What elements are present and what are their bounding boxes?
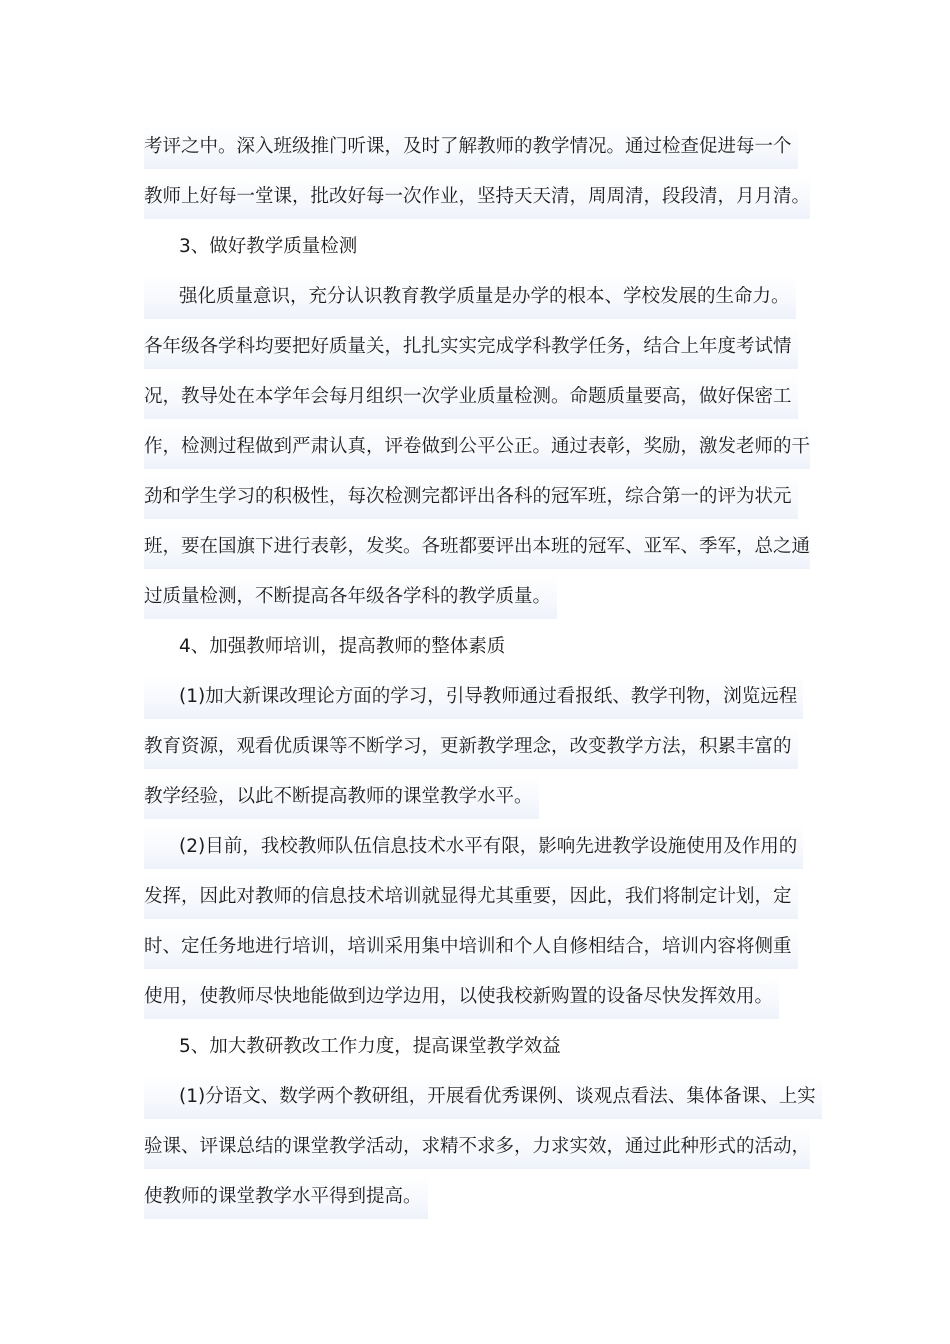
text-line: (1)分语文、数学两个教研组，开展看优秀课例、谈观点看法、集体备课、上实 — [144, 1075, 822, 1119]
text-line: (2)目前，我校教师队伍信息技术水平有限，影响先进教学设施使用及作用的 — [144, 825, 803, 869]
text-line: 发挥，因此对教师的信息技术培训就显得尤其重要，因此，我们将制定计划，定 — [144, 875, 798, 919]
text-line: 使用，使教师尽快地能做到边学边用，以使我校新购置的设备尽快发挥效用。 — [144, 975, 779, 1019]
text-line: 教师上好每一堂课，批改好每一次作业，坚持天天清，周周清，段段清，月月清。 — [144, 175, 810, 219]
text-line: 各年级各学科均要把好质量关，扎扎实实完成学科教学任务，结合上年度考试情 — [144, 325, 798, 369]
text-line: 劲和学生学习的积极性，每次检测完都评出各科的冠军班，综合第一的评为状元 — [144, 475, 798, 519]
text-line: 作，检测过程做到严肃认真，评卷做到公平公正。通过表彰，奖励，激发老师的干 — [144, 425, 810, 469]
text-line: 使教师的课堂教学水平得到提高。 — [144, 1175, 428, 1219]
text-line: 验课、评课总结的课堂教学活动，求精不求多，力求实效，通过此种形式的活动， — [144, 1125, 810, 1169]
text-line: (1)加大新课改理论方面的学习，引导教师通过看报纸、教学刊物，浏览远程 — [144, 675, 803, 719]
document-body — [144, 125, 816, 1225]
section-heading: 4、加强教师培训，提高教师的整体素质 — [144, 625, 511, 669]
text-line: 时、定任务地进行培训，培训采用集中培训和个人自修相结合，培训内容将侧重 — [144, 925, 798, 969]
text-line: 班，要在国旗下进行表彰，发奖。各班都要评出本班的冠军、亚军、季军，总之通 — [144, 525, 810, 569]
section-heading: 3、做好教学质量检测 — [144, 225, 363, 269]
text-line: 教育资源，观看优质课等不断学习，更新教学理念，改变教学方法，积累丰富的 — [144, 725, 798, 769]
text-line: 教学经验，以此不断提高教师的课堂教学水平。 — [144, 775, 539, 819]
section-heading: 5、加大教研教改工作力度，提高课堂教学效益 — [144, 1025, 567, 1069]
text-line: 强化质量意识，充分认识教育教学质量是办学的根本、学校发展的生命力。 — [144, 275, 796, 319]
text-line: 考评之中。深入班级推门听课，及时了解教师的教学情况。通过检查促进每一个 — [144, 125, 798, 169]
text-line: 过质量检测，不断提高各年级各学科的教学质量。 — [144, 575, 557, 619]
text-line: 况，教导处在本学年会每月组织一次学业质量检测。命题质量要高，做好保密工 — [144, 375, 798, 419]
